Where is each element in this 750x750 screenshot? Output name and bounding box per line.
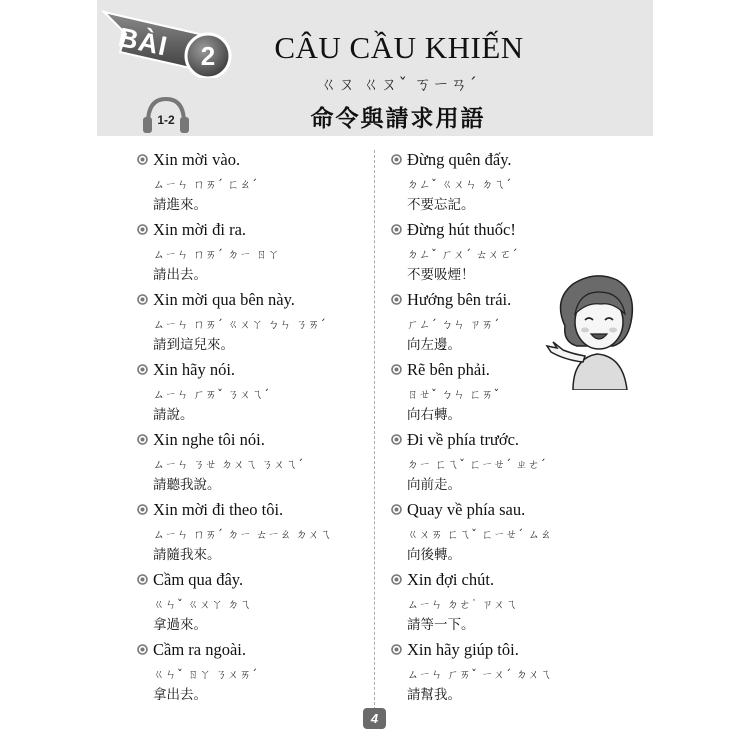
- phrase-chinese: 請等一下。: [407, 617, 475, 633]
- phrase-chinese: 向左邊。: [407, 337, 461, 353]
- phrase-chinese: 請到這兒來。: [153, 337, 234, 353]
- bullet-icon: [137, 574, 148, 585]
- phrase-zhuyin: ㄖㄝˇ ㄅㄣ ㄈㄞˇ: [407, 387, 500, 401]
- bullet-icon: [391, 574, 402, 585]
- phrase-item: [391, 498, 611, 568]
- phrase-chinese: 請隨我來。: [153, 547, 221, 563]
- column-divider: [374, 150, 375, 710]
- phrase-vietnamese: Xin hãy giúp tôi.: [407, 640, 519, 659]
- phrase-item: [391, 638, 611, 708]
- phrase-chinese: 請進來。: [153, 197, 207, 213]
- phrase-item: [137, 498, 357, 568]
- phrase-chinese: 請說。: [153, 407, 194, 423]
- phrase-chinese: 拿出去。: [153, 687, 207, 703]
- phrase-item: [137, 288, 357, 358]
- phrase-chinese: 不要忘記。: [407, 197, 475, 213]
- track-number: 1-2: [157, 113, 175, 127]
- title-chinese: 命令與請求用語: [310, 106, 486, 132]
- phrase-zhuyin: ㄉㄧ ㄈㄟˇ ㄈㄧㄝˊ ㄓㄜˊ: [407, 457, 547, 471]
- bullet-icon: [137, 154, 148, 165]
- page-number: 4: [363, 708, 386, 729]
- phrase-item: [391, 428, 611, 498]
- lesson-word: BÀI: [115, 22, 171, 62]
- phrase-vietnamese: Xin mời đi ra.: [153, 220, 247, 239]
- phrase-chinese: 向前走。: [407, 477, 461, 493]
- phrase-zhuyin: ㄉㄥˇ ㄏㄨˊ ㄊㄨㄛˊ: [407, 247, 519, 261]
- phrase-chinese: 請出去。: [153, 267, 207, 283]
- phrase-chinese: 請聽我說。: [153, 477, 221, 493]
- phrase-vietnamese: Đừng quên đấy.: [407, 150, 512, 169]
- phrase-vietnamese: Hướng bên trái.: [407, 290, 512, 309]
- title-zhuyin: ㄍㄡ ㄍㄡˇ ㄎㄧㄢˊ: [320, 75, 478, 95]
- phrase-vietnamese: Đừng hút thuốc!: [407, 220, 516, 239]
- phrase-chinese: 不要吸煙！: [407, 267, 475, 283]
- phrase-zhuyin: ㄙㄧㄣ ㄋㄝ ㄉㄨㄟ ㄋㄨㄟˊ: [153, 457, 304, 471]
- bullet-icon: [137, 434, 148, 445]
- phrase-item: [137, 218, 357, 288]
- bullet-icon: [391, 294, 402, 305]
- bullet-icon: [391, 224, 402, 235]
- phrase-vietnamese: Cầm ra ngoài.: [153, 640, 247, 659]
- phrase-zhuyin: ㄙㄧㄣ ㄏㄞˇ ㄋㄨㄟˊ: [153, 387, 270, 401]
- phrase-zhuyin: ㄙㄧㄣ ㄏㄞˇ ㄧㄨˊ ㄉㄨㄟ: [407, 667, 552, 681]
- phrase-vietnamese: Xin mời đi theo tôi.: [153, 500, 284, 519]
- lesson-number: 2: [200, 41, 216, 71]
- phrase-chinese: 請幫我。: [407, 687, 461, 703]
- bullet-icon: [137, 224, 148, 235]
- bullet-icon: [137, 504, 148, 515]
- phrase-zhuyin: ㄍㄣˇ ㄖㄚ ㄋㄨㄞˊ: [153, 667, 258, 681]
- phrase-zhuyin: ㄙㄧㄣ ㄉㄜ˙ ㄗㄨㄟ: [407, 597, 518, 611]
- bullet-icon: [391, 154, 402, 165]
- phrase-vietnamese: Xin hãy nói.: [153, 360, 236, 379]
- audio-track[interactable]: [140, 95, 192, 135]
- bullet-icon: [391, 364, 402, 375]
- bullet-icon: [137, 364, 148, 375]
- phrase-vietnamese: Xin nghe tôi nói.: [153, 430, 265, 449]
- phrase-zhuyin: ㄙㄧㄣ ㄇㄞˊ ㄍㄨㄚ ㄅㄣ ㄋㄞˊ: [153, 317, 327, 331]
- phrase-zhuyin: ㄙㄧㄣ ㄇㄞˊ ㄈㄠˊ: [153, 177, 258, 191]
- phrase-vietnamese: Quay về phía sau.: [407, 500, 526, 519]
- phrase-zhuyin: ㄉㄥˇ ㄍㄨㄣ ㄉㄟˊ: [407, 177, 512, 191]
- lesson-badge: [96, 6, 246, 78]
- phrase-item: [137, 148, 357, 218]
- phrase-zhuyin: ㄍㄣˇ ㄍㄨㄚ ㄉㄟ: [153, 597, 252, 611]
- phrase-item: [137, 638, 357, 708]
- phrase-zhuyin: ㄙㄧㄣ ㄇㄞˊ ㄉㄧ ㄖㄚ: [153, 247, 280, 261]
- bullet-icon: [137, 294, 148, 305]
- phrase-chinese: 向後轉。: [407, 547, 461, 563]
- phrase-item: [137, 358, 357, 428]
- phrase-vietnamese: Cầm qua đây.: [153, 570, 244, 589]
- phrase-vietnamese: Rẽ bên phải.: [407, 360, 490, 379]
- phrase-vietnamese: Xin mời vào.: [153, 150, 241, 169]
- page-title: CÂU CẦU KHIẾN: [274, 30, 524, 65]
- phrase-vietnamese: Xin đợi chút.: [407, 570, 495, 589]
- bullet-icon: [137, 644, 148, 655]
- phrase-list-right: [391, 148, 611, 708]
- pointing-woman-illustration: [543, 270, 655, 390]
- bullet-icon: [391, 644, 402, 655]
- phrase-item: [137, 568, 357, 638]
- bullet-icon: [391, 434, 402, 445]
- phrase-item: [391, 568, 611, 638]
- phrase-zhuyin: ㄙㄧㄣ ㄇㄞˊ ㄉㄧ ㄊㄧㄠ ㄉㄨㄟ: [153, 527, 332, 541]
- phrase-zhuyin: ㄏㄥˊ ㄅㄣ ㄗㄞˊ: [407, 317, 500, 331]
- phrase-item: [391, 148, 611, 218]
- phrase-vietnamese: Đi về phía trước.: [407, 430, 520, 449]
- phrase-zhuyin: ㄍㄨㄞ ㄈㄟˇ ㄈㄧㄝˊ ㄙㄠ: [407, 527, 552, 541]
- bullet-icon: [391, 504, 402, 515]
- phrase-list-left: [137, 148, 357, 708]
- phrase-chinese: 向右轉。: [407, 407, 461, 423]
- phrase-chinese: 拿過來。: [153, 617, 207, 633]
- phrase-vietnamese: Xin mời qua bên này.: [153, 290, 295, 309]
- phrase-item: [137, 428, 357, 498]
